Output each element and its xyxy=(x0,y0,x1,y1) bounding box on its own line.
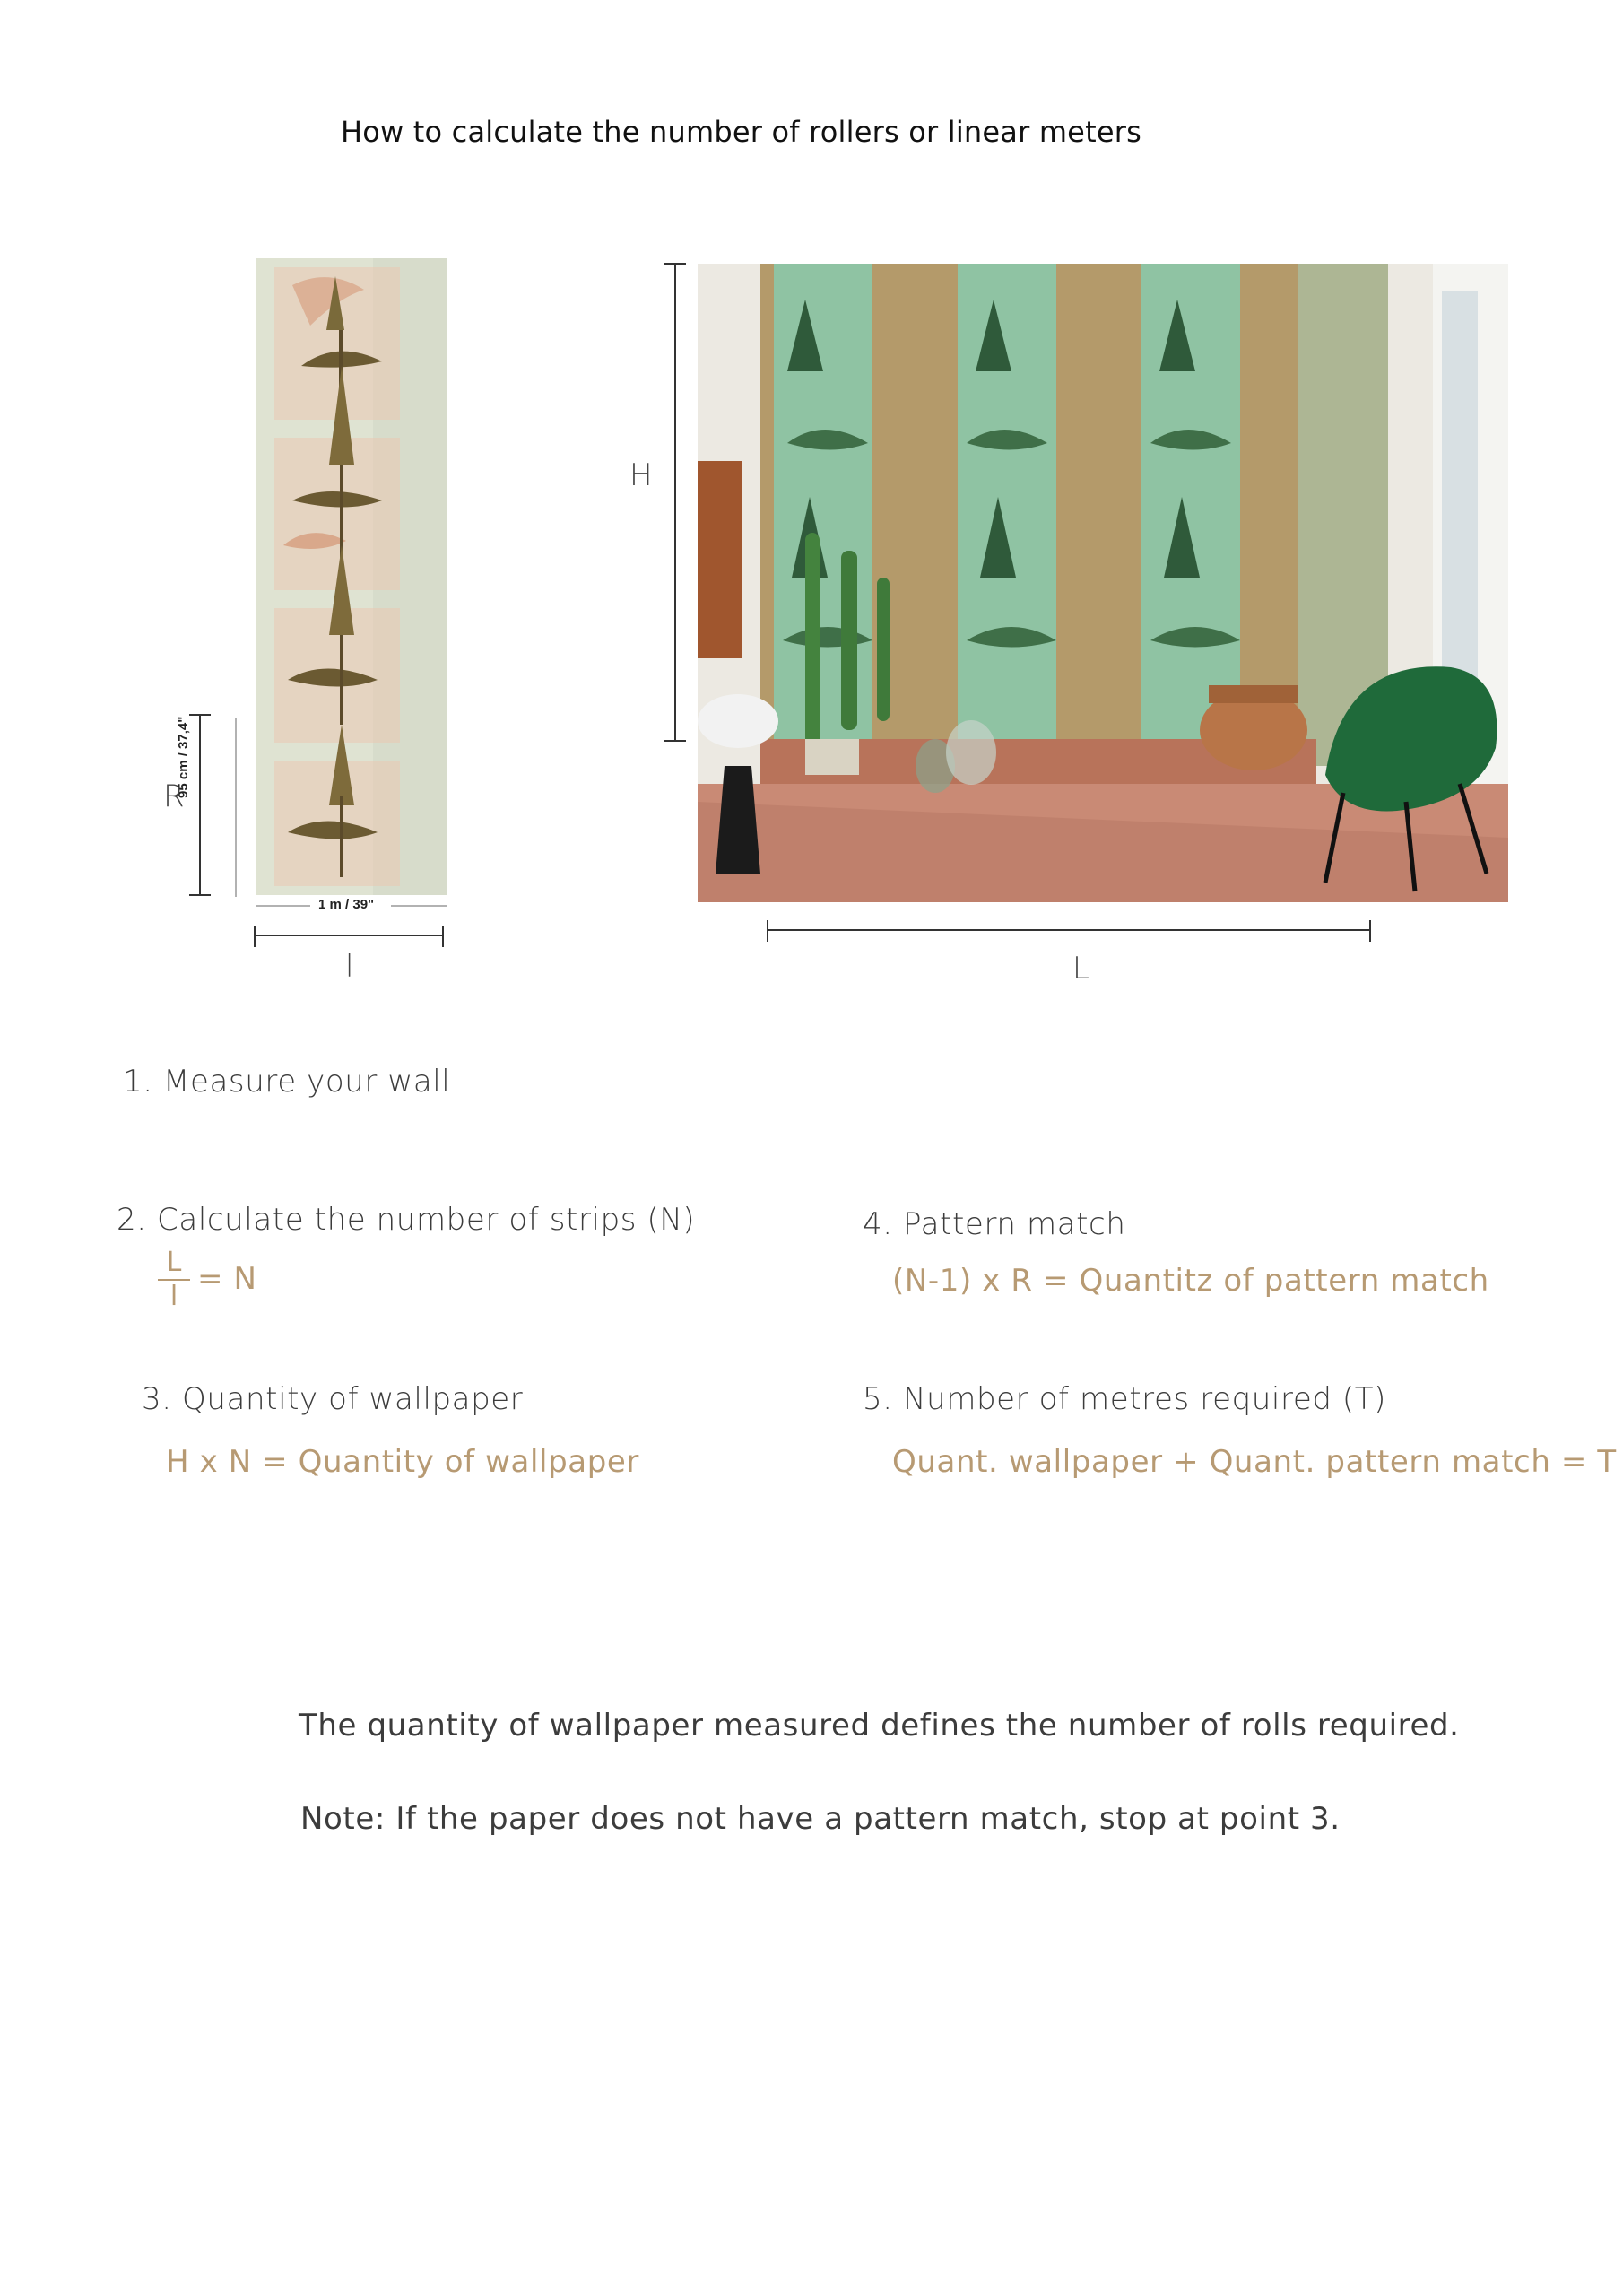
dimension-l-label: l xyxy=(345,949,354,985)
note-rolls-required: The quantity of wallpaper measured defines the number of rolls required. xyxy=(299,1708,1460,1744)
step-4-heading: 4. Pattern match xyxy=(863,1206,1126,1242)
fraction-denominator: l xyxy=(169,1281,178,1312)
step-2-heading: 2. Calculate the number of strips (N) xyxy=(117,1202,696,1238)
wall-panel-3 xyxy=(1141,264,1240,748)
dimension-h-bracket xyxy=(662,260,689,744)
step-2-fraction xyxy=(158,1248,190,1311)
roll-height-label: 95 cm / 37,4" xyxy=(176,716,191,798)
dimension-big-l-bracket xyxy=(764,917,1374,944)
dimension-big-l-label: L xyxy=(1072,951,1089,987)
wall-panel-2 xyxy=(958,264,1056,748)
fraction-numerator: L xyxy=(166,1247,182,1278)
room-photo xyxy=(698,264,1508,902)
roll-width-guide xyxy=(256,901,447,910)
note-pattern-match: Note: If the paper does not have a pattern match, stop at point 3. xyxy=(300,1801,1341,1837)
dimension-r-bracket xyxy=(187,713,213,901)
step-5-formula: Quant. wallpaper + Quant. pattern match = T xyxy=(892,1444,1617,1480)
wall-panel-1 xyxy=(774,264,872,748)
dimension-h-label: H xyxy=(629,457,653,493)
roll-height-guide xyxy=(231,718,240,897)
step-3-heading: 3. Quantity of wallpaper xyxy=(142,1381,524,1417)
page-title: How to calculate the number of rollers or linear meters xyxy=(341,115,1141,149)
step-5-heading: 5. Number of metres required (T) xyxy=(863,1381,1387,1417)
dimension-l-bracket xyxy=(251,922,448,949)
step-3-formula: H x N = Quantity of wallpaper xyxy=(166,1444,639,1480)
roll-pattern-repeat-1 xyxy=(274,267,400,420)
step-2-formula: = N xyxy=(197,1261,257,1297)
dimension-r-label: R xyxy=(163,778,185,814)
wallpaper-roll-image xyxy=(256,258,447,895)
wicker-elephant xyxy=(1200,685,1307,770)
step-4-formula: (N-1) x R = Quantitz of pattern match xyxy=(892,1263,1489,1299)
roll-width-label: 1 m / 39" xyxy=(318,897,375,912)
step-1-heading: 1. Measure your wall xyxy=(123,1064,451,1100)
